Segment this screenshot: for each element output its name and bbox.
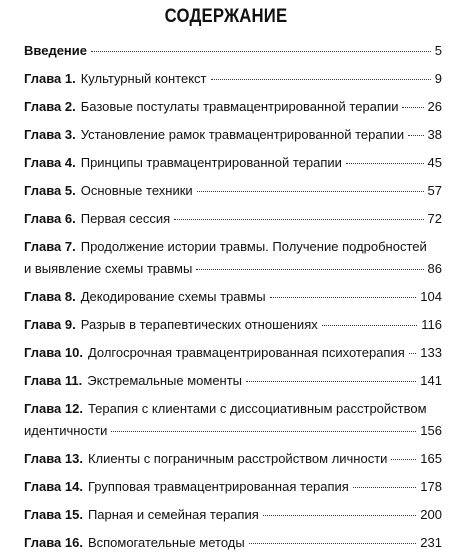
toc-entry[interactable] [24, 534, 442, 552]
chapter-title: Групповая травмацентрированная терапия [87, 479, 349, 494]
chapter-label: Глава 6. [24, 211, 76, 226]
toc-entry[interactable] [24, 400, 442, 440]
chapter-title: Декодирование схемы травмы [80, 289, 266, 304]
chapter-title: Вспомогательные методы [87, 535, 245, 550]
page-number: 38 [427, 127, 442, 142]
chapter-label: Глава 12. [24, 401, 83, 416]
chapter-label: Глава 8. [24, 289, 76, 304]
chapter-label: Глава 13. [24, 451, 83, 466]
toc-entry[interactable] [24, 450, 442, 468]
chapter-title: Клиенты с пограничным расстройством личности [87, 451, 388, 466]
chapter-title-continuation: идентичности [24, 423, 108, 438]
dot-leader [409, 353, 417, 354]
toc-entry[interactable] [24, 506, 442, 524]
chapter-label: Глава 16. [24, 535, 83, 550]
page-number: 200 [420, 507, 442, 522]
chapter-label: Глава 15. [24, 507, 83, 522]
dot-leader [270, 297, 417, 298]
chapter-label: Глава 10. [24, 345, 83, 360]
toc-entry[interactable] [24, 316, 442, 334]
page-number: 9 [434, 71, 442, 86]
chapter-label: Глава 2. [24, 99, 76, 114]
dot-leader [174, 219, 423, 220]
dot-leader [249, 543, 417, 544]
dot-leader [197, 191, 424, 192]
page-number: 72 [427, 211, 442, 226]
chapter-label: Глава 11. [24, 373, 83, 388]
page-number: 26 [427, 99, 442, 114]
toc-entry[interactable] [24, 478, 442, 496]
toc-entry[interactable] [24, 344, 442, 362]
chapter-label: Глава 14. [24, 479, 83, 494]
chapter-title: Долгосрочная травмацентрированная психотерапия [87, 345, 405, 360]
introduction-label: Введение [24, 43, 87, 58]
dot-leader [322, 325, 418, 326]
dot-leader [402, 107, 423, 108]
chapter-label: Глава 7. [24, 239, 76, 254]
page-number: 116 [421, 317, 442, 332]
toc-entry[interactable] [24, 238, 442, 278]
chapter-title: Базовые постулаты травмацентрированной терапии [80, 99, 399, 114]
page-number: 141 [420, 373, 442, 388]
dot-leader [353, 487, 416, 488]
dot-leader [91, 51, 431, 52]
chapter-title: Культурный контекст [80, 71, 207, 86]
chapter-title-continuation: и выявление схемы травмы [24, 261, 193, 276]
toc-entry[interactable] [24, 372, 442, 390]
dot-leader [111, 431, 416, 432]
chapter-title: Принципы травмацентрированной терапии [80, 155, 342, 170]
dot-leader [408, 135, 423, 136]
dot-leader [346, 163, 424, 164]
toc-entry[interactable] [24, 42, 442, 60]
page-number: 104 [420, 289, 442, 304]
chapter-label: Глава 3. [24, 127, 76, 142]
toc-entry[interactable] [24, 126, 442, 144]
page-number: 178 [420, 479, 442, 494]
toc-entry[interactable] [24, 210, 442, 228]
page-number: 231 [420, 535, 442, 550]
toc-entry[interactable] [24, 182, 442, 200]
chapter-title: Парная и семейная терапия [87, 507, 259, 522]
chapter-label: Глава 5. [24, 183, 76, 198]
chapter-title: Экстремальные моменты [87, 373, 243, 388]
chapter-label: Глава 4. [24, 155, 76, 170]
page-number: 133 [420, 345, 442, 360]
page-title: СОДЕРЖАНИЕ [164, 6, 288, 27]
chapter-title: Основные техники [80, 183, 193, 198]
dot-leader [211, 79, 431, 80]
dot-leader [196, 269, 423, 270]
toc-entry[interactable] [24, 70, 442, 88]
page-number: 45 [427, 155, 442, 170]
chapter-title: Установление рамок травмацентрированной терапии [80, 127, 405, 142]
page-number: 57 [427, 183, 442, 198]
toc-entry[interactable] [24, 288, 442, 306]
toc-entry[interactable] [24, 154, 442, 172]
dot-leader [246, 381, 416, 382]
chapter-title: Первая сессия [80, 211, 171, 226]
dot-leader [391, 459, 416, 460]
chapter-title: Продолжение истории травмы. Получение подробностей [80, 239, 427, 254]
page-number: 165 [420, 451, 442, 466]
chapter-label: Глава 1. [24, 71, 76, 86]
chapter-label: Глава 9. [24, 317, 76, 332]
page-number: 156 [420, 423, 442, 438]
toc-entry[interactable] [24, 98, 442, 116]
chapter-title: Терапия с клиентами с диссоциативным расстройством [87, 401, 427, 416]
page-number: 5 [434, 43, 442, 58]
page-number: 86 [427, 261, 442, 276]
chapter-title: Разрыв в терапевтических отношениях [80, 317, 318, 332]
dot-leader [263, 515, 417, 516]
